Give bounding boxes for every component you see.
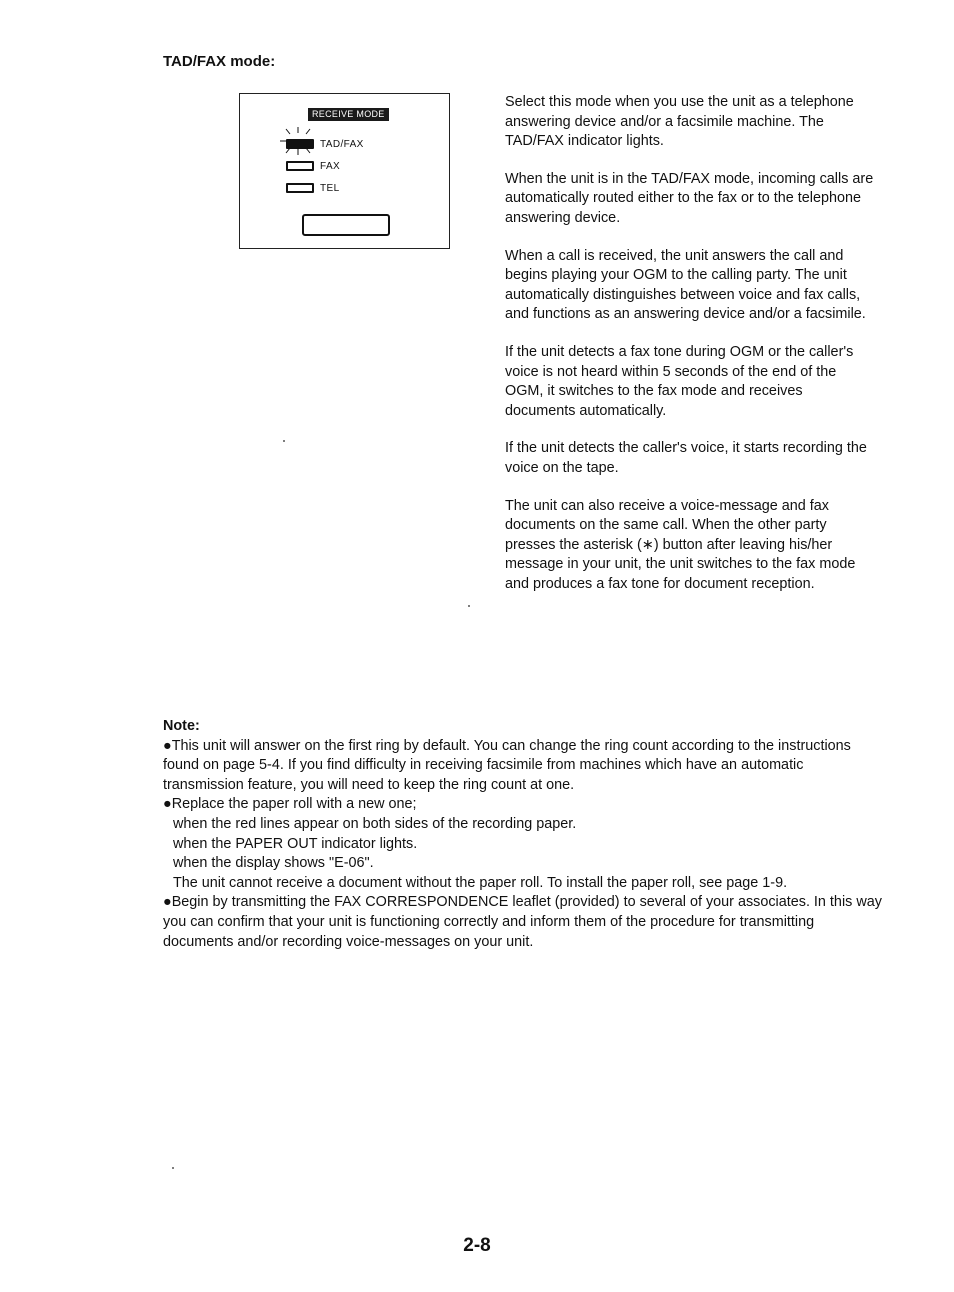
note-paper-line: The unit cannot receive a document without the paper roll. To install the paper roll, see page 1-9.	[173, 874, 788, 891]
paragraph-voice-and-fax: The unit can also receive a voice-message and fax documents on the same call. When the other party presses the asterisk (∗) button after leaving his/her message in your unit, the unit switches to the fax mode and produces a fax tone for document reception.	[505, 497, 856, 592]
indicator-tel	[286, 180, 340, 196]
note-bullet-correspondence: ●Begin by transmitting the FAX CORRESPONDENCE leaflet (provided) to several of your associates. In this way you can confirm that your unit is functioning correctly and inform them of the procedure for transmitting documents and/or recording voice-messages on your unit.	[163, 894, 882, 950]
note-bullet-paper-roll: ●Replace the paper roll with a new one;	[163, 796, 417, 813]
section-heading: TAD/FAX mode:	[163, 53, 276, 70]
scan-speck	[468, 605, 470, 607]
note-bullet-ring-count: ●This unit will answer on the first ring by default. You can change the ring count according to the instructions found on page 5-4. If you find difficulty in receiving facsimile from machines which have an automatic transmission feature, you will need to keep the ring count at one.	[163, 737, 851, 793]
fax-label: FAX	[320, 160, 341, 172]
note-title: Note:	[163, 718, 200, 734]
tel-lamp-icon	[286, 183, 314, 193]
paragraph-select-mode: Select this mode when you use the unit as a telephone answering device and/or a facsimile machine. The TAD/FAX indicator lights.	[505, 94, 854, 150]
paragraph-routing: When the unit is in the TAD/FAX mode, incoming calls are automatically routed either to the fax or to the telephone answering device.	[505, 170, 874, 226]
receive-mode-label: RECEIVE MODE	[308, 108, 389, 121]
indicator-fax	[286, 158, 340, 174]
fax-lamp-icon	[286, 161, 314, 171]
paragraph-voice: If the unit detects the caller's voice, it starts recording the voice on the tape.	[505, 440, 867, 476]
indicator-tad-fax	[286, 136, 364, 152]
note-paper-line: when the red lines appear on both sides of the recording paper.	[173, 815, 577, 832]
tel-label: TEL	[320, 182, 340, 194]
paragraph-call-received: When a call is received, the unit answers the call and begins playing your OGM to the calling party. The unit automatically distinguishes between voice and fax calls, and functions as an answering device and/or a facsimile.	[505, 247, 866, 323]
page-number: 2-8	[463, 1235, 491, 1256]
scan-speck	[283, 440, 285, 442]
lit-indicator-rays-icon	[278, 126, 324, 156]
paragraph-fax-tone: If the unit detects a fax tone during OGM or the caller's voice is not heard within 5 seconds of the end of the OGM, it switches to the fax mode and receives documents automatically.	[505, 343, 854, 419]
scan-speck	[172, 1167, 174, 1169]
note-paper-line: when the display shows "E-06".	[173, 855, 374, 872]
receive-mode-button	[302, 214, 390, 236]
note-section	[163, 717, 883, 952]
description-column	[505, 93, 875, 612]
receive-mode-panel-illustration	[239, 93, 450, 249]
note-paper-line: when the PAPER OUT indicator lights.	[173, 835, 418, 852]
tad-fax-label: TAD/FAX	[320, 138, 364, 150]
